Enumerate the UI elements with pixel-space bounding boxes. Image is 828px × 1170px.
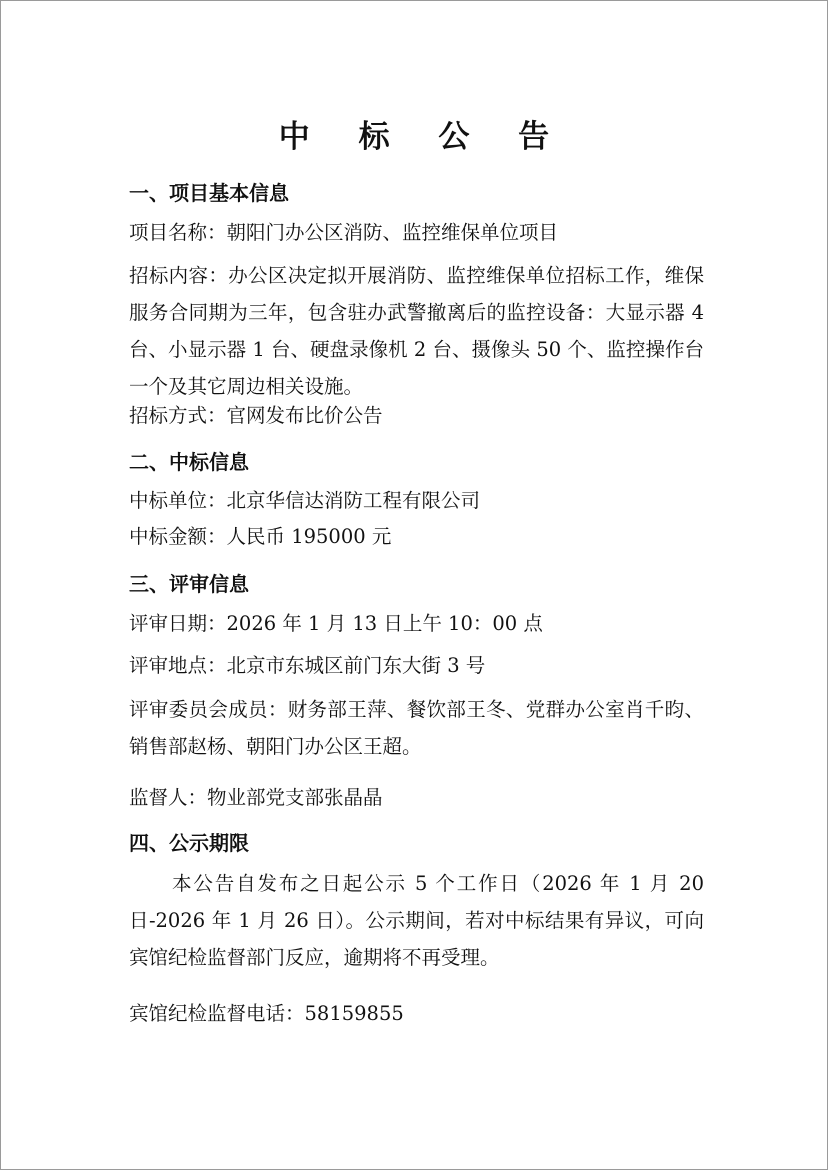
- notice-period-text: 本公告自发布之日起公示 5 个工作日（2026 年 1 月 20 日-2026 年 1 月 26 日）。公示期间，若对中标结果有异议，可向宾馆纪检监督部门反应，逾期将不再受理。: [129, 872, 704, 969]
- tender-method: 招标方式：官网发布比价公告: [129, 404, 383, 427]
- section-heading-basic-info: 一、项目基本信息: [129, 181, 289, 205]
- winning-amount: 中标金额：人民币 195000 元: [129, 525, 392, 548]
- review-location: 评审地点：北京市东城区前门东大街 3 号: [129, 654, 486, 677]
- section-heading-winner-info: 二、中标信息: [129, 450, 249, 474]
- supervision-phone: 宾馆纪检监督电话：58159855: [129, 1002, 404, 1025]
- review-committee: 评审委员会成员：财务部王萍、餐饮部王冬、党群办公室肖千昀、销售部赵杨、朝阳门办公区王超。: [129, 698, 704, 758]
- project-name: 项目名称：朝阳门办公区消防、监控维保单位项目: [129, 221, 559, 244]
- section-heading-review-info: 三、评审信息: [129, 572, 249, 596]
- section-heading-notice-period: 四、公示期限: [129, 831, 249, 855]
- supervisor: 监督人：物业部党支部张晶晶: [129, 786, 383, 809]
- page-title: 中 标 公 告: [278, 119, 569, 155]
- tender-content: 招标内容：办公区决定拟开展消防、监控维保单位招标工作，维保服务合同期为三年，包含驻办武警撤离后的监控设备：大显示器 4 台、小显示器 1 台、硬盘录像机 2 台、摄像头 50 个、监控操作台一个及其它周边相关设施。: [129, 264, 704, 398]
- winning-company: 中标单位：北京华信达消防工程有限公司: [129, 489, 481, 512]
- review-date: 评审日期：2026 年 1 月 13 日上午 10：00 点: [129, 612, 543, 635]
